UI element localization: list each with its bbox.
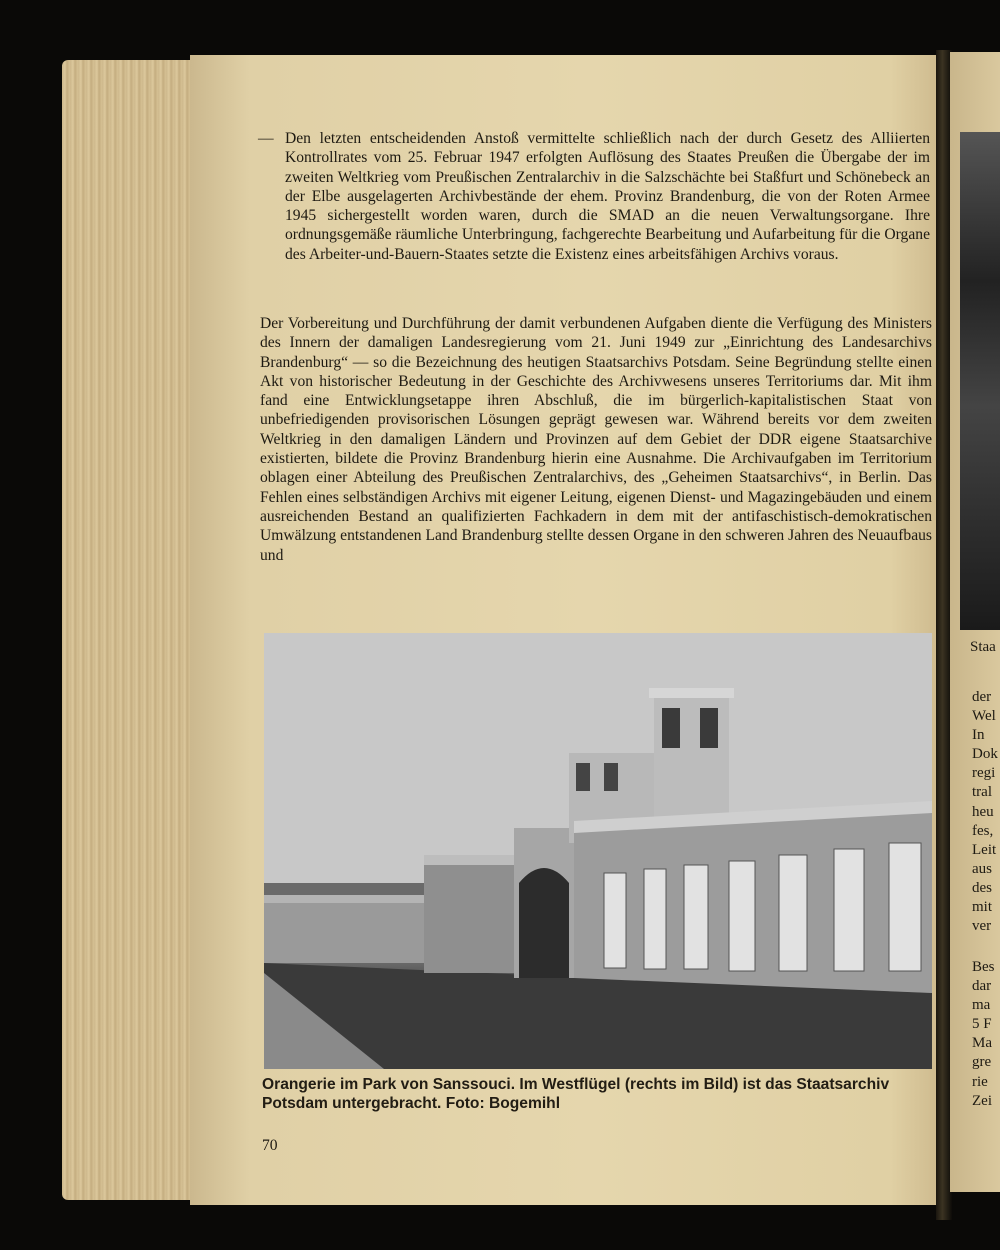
next-page-caption: Staa <box>970 639 996 655</box>
next-page-lines-a <box>972 688 998 936</box>
line-fragment: fes, <box>972 822 994 839</box>
paragraph-1-text: Den letzten entscheidenden Anstoß vermittelte schließlich nach der durch Gesetz des Alliierten Kontrollrates vom 25. Februar 1947 erfolgten Auflösung des Staates Preußen die Übergabe der im zweiten Weltkrieg vom Preußischen Zentralarchiv in die Salzschächte bei Staßfurt und Schönebeck an der Elbe ausgelagerten Archivbestände der ehem. Provinz Brandenburg, die von der Roten Armee 1945 sichergestellt worden waren, durch die SMAD an die neuen Verwaltungsorgane. Ihre ordnungsgemäße räumliche Unterbringung, fachgerechte Bearbeitung und Aufarbeitung für die Organe des Arbeiter-und-Bauern-Staates setzte die Existenz eines arbeitsfähigen Archivs voraus. <box>285 130 930 263</box>
page-number: 70 <box>262 1137 278 1154</box>
paragraph-1 <box>260 129 932 264</box>
orangerie-photo <box>264 633 932 1069</box>
next-page-photo <box>960 132 1000 630</box>
line-fragment: tral <box>972 784 992 801</box>
line-fragment: Zei <box>972 1092 992 1109</box>
line-fragment: der <box>972 689 992 705</box>
line-fragment: ma <box>972 997 991 1014</box>
line-fragment: Wel <box>972 708 996 725</box>
line-fragment: rie <box>972 1073 988 1090</box>
next-page-lines-b <box>972 958 995 1111</box>
line-fragment: ver <box>972 918 992 935</box>
paragraph-2: Der Vorbereitung und Durchführung der damit verbundenen Aufgaben diente die Verfügung des Ministers des Innern der damaligen Landesregierung vom 21. Juni 1949 zur „Einrichtung des Landesarchivs Brandenburg“ — so die Bezeichnung des heutigen Staatsarchivs Potsdam. Seine Begründung stellte einen Akt von historischer Bedeutung in der Geschichte des Archivwesens unseres Territoriums dar. Mit ihm fand eine Entwicklungsetappe ihren Abschluß, die im bürgerlich-kapitalistischen Staat von unbefriedigenden provisorischen Lösungen geprägt gewesen war. Während bereits vor dem zweiten Weltkrieg in den damaligen Ländern und Provinzen auf dem Gebiet der DDR eigene Staatsarchive existierten, bildete die Provinz Brandenburg hierin eine Ausnahme. Die Archivaufgaben im Territorium oblagen einer Abteilung des Preußischen Zentralarchivs, des „Geheimen Staatsarchivs“, in Berlin. Das Fehlen eines selbständigen Archivs mit eigener Leitung, eigenen Dienst- und Magazingebäuden und einem ausreichenden Bestand an qualifizierten Fachkadern in dem mit der antifaschistisch-demokratischen Umwälzung entstandenen Land Brandenburg stellte dessen Organe in den schweren Jahren des Neuaufbaus und <box>260 315 932 564</box>
line-fragment: Ma <box>972 1035 992 1052</box>
building-illustration <box>264 633 932 1069</box>
list-dash: — <box>258 130 274 147</box>
book-page-right-fragment <box>950 52 1000 1192</box>
line-fragment: gre <box>972 1054 992 1071</box>
line-fragment: regi <box>972 765 996 782</box>
line-fragment: heu <box>972 803 994 820</box>
line-fragment: Bes <box>972 959 995 975</box>
line-fragment: mit <box>972 899 993 916</box>
photo-caption: Orangerie im Park von Sanssouci. Im Westflügel (rechts im Bild) ist das Staatsarchiv Potsdam untergebracht. Foto: Bogemihl <box>262 1076 890 1113</box>
book-page-edges <box>62 60 192 1200</box>
line-fragment: aus <box>972 860 992 877</box>
line-fragment: Leit <box>972 841 997 858</box>
line-fragment: Dok <box>972 746 998 763</box>
line-fragment: 5 F <box>972 1016 992 1033</box>
line-fragment: dar <box>972 978 992 995</box>
book-page-left <box>190 55 942 1205</box>
line-fragment: des <box>972 879 992 896</box>
line-fragment: In <box>972 727 985 744</box>
